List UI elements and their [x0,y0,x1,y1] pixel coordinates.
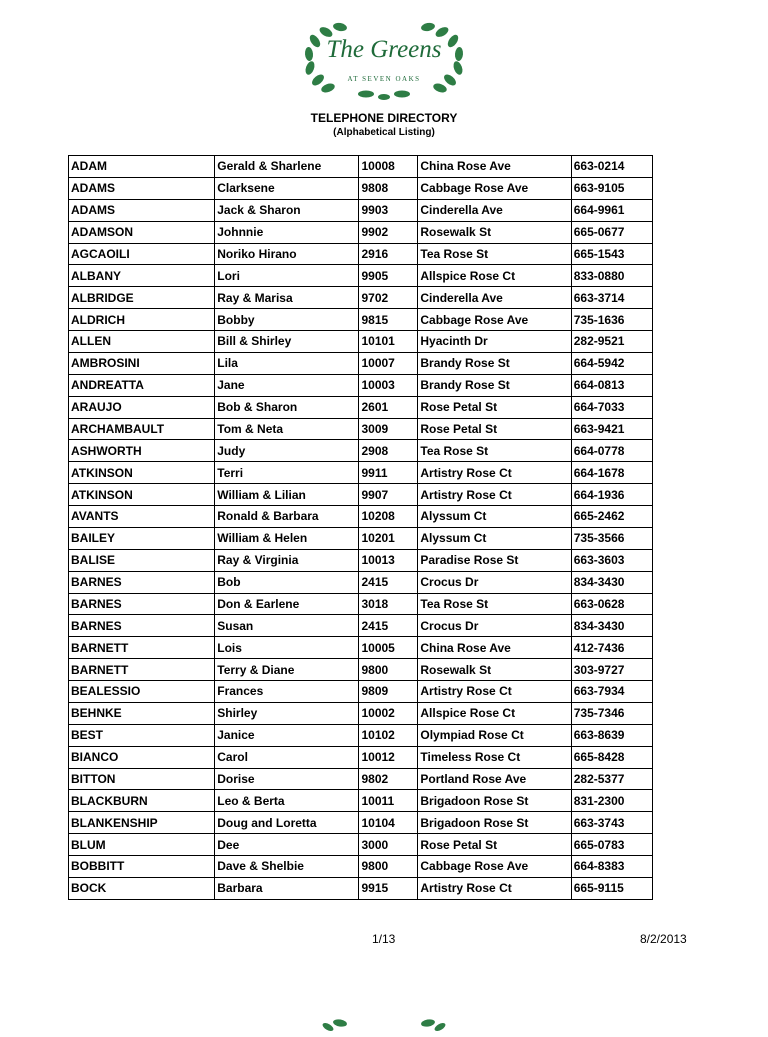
last-name-cell: ATKINSON [69,462,215,484]
table-row [69,593,653,615]
house-number-cell: 2415 [359,571,418,593]
phone-cell: 833-0880 [571,265,652,287]
house-number-cell: 10013 [359,549,418,571]
street-cell: Artistry Rose Ct [418,462,571,484]
house-number-cell: 9808 [359,177,418,199]
house-number-cell: 9903 [359,199,418,221]
table-row [69,199,653,221]
last-name-cell: BLANKENSHIP [69,812,215,834]
house-number-cell: 2916 [359,243,418,265]
last-name-cell: ADAMS [69,199,215,221]
logo-title: The Greens [326,36,442,63]
phone-cell: 303-9727 [571,659,652,681]
phone-cell: 663-0214 [571,156,652,178]
last-name-cell: ALDRICH [69,309,215,331]
phone-cell: 664-9961 [571,199,652,221]
last-name-cell: BLUM [69,834,215,856]
last-name-cell: BEHNKE [69,702,215,724]
first-name-cell: Lori [215,265,359,287]
house-number-cell: 10201 [359,527,418,549]
table-row [69,243,653,265]
street-cell: Olympiad Rose Ct [418,724,571,746]
first-name-cell: Terri [215,462,359,484]
first-name-cell: Lois [215,637,359,659]
house-number-cell: 10102 [359,724,418,746]
phone-cell: 664-0813 [571,374,652,396]
last-name-cell: BARNETT [69,637,215,659]
print-date: 8/2/2013 [640,932,687,946]
last-name-cell: ALLEN [69,331,215,353]
first-name-cell: William & Lilian [215,484,359,506]
phone-cell: 664-1678 [571,462,652,484]
table-row [69,396,653,418]
house-number-cell: 10104 [359,812,418,834]
first-name-cell: Noriko Hirano [215,243,359,265]
page-subtitle: (Alphabetical Listing) [333,127,435,138]
phone-cell: 834-3430 [571,615,652,637]
first-name-cell: Johnnie [215,221,359,243]
house-number-cell: 10208 [359,506,418,528]
first-name-cell: Jane [215,374,359,396]
last-name-cell: ANDREATTA [69,374,215,396]
street-cell: Hyacinth Dr [418,331,571,353]
first-name-cell: Terry & Diane [215,659,359,681]
street-cell: Tea Rose St [418,593,571,615]
table-row [69,352,653,374]
first-name-cell: Bill & Shirley [215,331,359,353]
table-row [69,681,653,703]
last-name-cell: ASHWORTH [69,440,215,462]
last-name-cell: ATKINSON [69,484,215,506]
phone-cell: 735-1636 [571,309,652,331]
phone-cell: 831-2300 [571,790,652,812]
first-name-cell: Judy [215,440,359,462]
last-name-cell: BARNES [69,615,215,637]
table-row [69,834,653,856]
directory-table-body [69,156,653,900]
street-cell: Allspice Rose Ct [418,702,571,724]
last-name-cell: BITTON [69,768,215,790]
last-name-cell: BALISE [69,549,215,571]
street-cell: Cinderella Ave [418,199,571,221]
street-cell: Timeless Rose Ct [418,746,571,768]
house-number-cell: 2415 [359,615,418,637]
street-cell: Cinderella Ave [418,287,571,309]
street-cell: China Rose Ave [418,156,571,178]
house-number-cell: 9915 [359,877,418,899]
street-cell: China Rose Ave [418,637,571,659]
street-cell: Cabbage Rose Ave [418,309,571,331]
last-name-cell: ALBRIDGE [69,287,215,309]
street-cell: Brandy Rose St [418,374,571,396]
table-row [69,506,653,528]
table-row [69,484,653,506]
table-row [69,877,653,899]
phone-cell: 663-9421 [571,418,652,440]
phone-cell: 663-3743 [571,812,652,834]
last-name-cell: BARNES [69,571,215,593]
first-name-cell: Dee [215,834,359,856]
table-row [69,156,653,178]
phone-cell: 282-9521 [571,331,652,353]
street-cell: Portland Rose Ave [418,768,571,790]
directory-table [68,155,653,900]
phone-cell: 663-3603 [571,549,652,571]
last-name-cell: BEALESSIO [69,681,215,703]
street-cell: Crocus Dr [418,571,571,593]
first-name-cell: Jack & Sharon [215,199,359,221]
first-name-cell: Don & Earlene [215,593,359,615]
street-cell: Allspice Rose Ct [418,265,571,287]
house-number-cell: 10007 [359,352,418,374]
first-name-cell: Leo & Berta [215,790,359,812]
last-name-cell: ADAMSON [69,221,215,243]
table-row [69,331,653,353]
table-row [69,265,653,287]
street-cell: Rosewalk St [418,221,571,243]
last-name-cell: ADAM [69,156,215,178]
last-name-cell: ARCHAMBAULT [69,418,215,440]
first-name-cell: Dorise [215,768,359,790]
house-number-cell: 3018 [359,593,418,615]
phone-cell: 664-0778 [571,440,652,462]
house-number-cell: 10003 [359,374,418,396]
last-name-cell: BLACKBURN [69,790,215,812]
street-cell: Artistry Rose Ct [418,877,571,899]
house-number-cell: 3000 [359,834,418,856]
house-number-cell: 2601 [359,396,418,418]
first-name-cell: Janice [215,724,359,746]
first-name-cell: Dave & Shelbie [215,856,359,878]
table-row [69,637,653,659]
house-number-cell: 10002 [359,702,418,724]
house-number-cell: 9911 [359,462,418,484]
house-number-cell: 10012 [359,746,418,768]
table-row [69,374,653,396]
table-row [69,812,653,834]
street-cell: Brigadoon Rose St [418,790,571,812]
street-cell: Rose Petal St [418,418,571,440]
last-name-cell: BOBBITT [69,856,215,878]
first-name-cell: Ray & Marisa [215,287,359,309]
table-row [69,418,653,440]
first-name-cell: Bob [215,571,359,593]
street-cell: Tea Rose St [418,440,571,462]
table-row [69,177,653,199]
first-name-cell: William & Helen [215,527,359,549]
table-row [69,462,653,484]
last-name-cell: AVANTS [69,506,215,528]
house-number-cell: 9800 [359,856,418,878]
table-row [69,659,653,681]
first-name-cell: Tom & Neta [215,418,359,440]
phone-cell: 282-5377 [571,768,652,790]
last-name-cell: AGCAOILI [69,243,215,265]
last-name-cell: BIANCO [69,746,215,768]
table-row [69,790,653,812]
first-name-cell: Ray & Virginia [215,549,359,571]
first-name-cell: Frances [215,681,359,703]
street-cell: Paradise Rose St [418,549,571,571]
phone-cell: 735-3566 [571,527,652,549]
first-name-cell: Shirley [215,702,359,724]
phone-cell: 735-7346 [571,702,652,724]
house-number-cell: 10008 [359,156,418,178]
first-name-cell: Susan [215,615,359,637]
table-row [69,527,653,549]
phone-cell: 665-8428 [571,746,652,768]
last-name-cell: BARNES [69,593,215,615]
last-name-cell: AMBROSINI [69,352,215,374]
phone-cell: 412-7436 [571,637,652,659]
first-name-cell: Lila [215,352,359,374]
first-name-cell: Barbara [215,877,359,899]
street-cell: Rosewalk St [418,659,571,681]
street-cell: Cabbage Rose Ave [418,177,571,199]
first-name-cell: Gerald & Sharlene [215,156,359,178]
street-cell: Artistry Rose Ct [418,681,571,703]
street-cell: Artistry Rose Ct [418,484,571,506]
table-row [69,571,653,593]
table-row [69,768,653,790]
house-number-cell: 9905 [359,265,418,287]
street-cell: Cabbage Rose Ave [418,856,571,878]
page-title: TELEPHONE DIRECTORY [310,111,458,125]
first-name-cell: Ronald & Barbara [215,506,359,528]
street-cell: Rose Petal St [418,396,571,418]
house-number-cell: 9702 [359,287,418,309]
phone-cell: 665-0783 [571,834,652,856]
house-number-cell: 9815 [359,309,418,331]
first-name-cell: Bobby [215,309,359,331]
house-number-cell: 9902 [359,221,418,243]
page-number: 1/13 [372,932,396,946]
table-row [69,440,653,462]
phone-cell: 663-8639 [571,724,652,746]
table-row [69,309,653,331]
phone-cell: 664-5942 [571,352,652,374]
table-row [69,221,653,243]
phone-cell: 665-1543 [571,243,652,265]
house-number-cell: 9802 [359,768,418,790]
table-row [69,702,653,724]
house-number-cell: 10101 [359,331,418,353]
table-row [69,287,653,309]
house-number-cell: 2908 [359,440,418,462]
last-name-cell: ARAUJO [69,396,215,418]
street-cell: Brigadoon Rose St [418,812,571,834]
first-name-cell: Bob & Sharon [215,396,359,418]
house-number-cell: 10005 [359,637,418,659]
table-row [69,856,653,878]
phone-cell: 663-9105 [571,177,652,199]
house-number-cell: 3009 [359,418,418,440]
house-number-cell: 9809 [359,681,418,703]
phone-cell: 665-0677 [571,221,652,243]
phone-cell: 834-3430 [571,571,652,593]
first-name-cell: Carol [215,746,359,768]
phone-cell: 664-7033 [571,396,652,418]
street-cell: Alyssum Ct [418,527,571,549]
last-name-cell: ADAMS [69,177,215,199]
street-cell: Alyssum Ct [418,506,571,528]
phone-cell: 663-0628 [571,593,652,615]
table-row [69,724,653,746]
next-page-logo [300,1012,468,1032]
first-name-cell: Doug and Loretta [215,812,359,834]
last-name-cell: BEST [69,724,215,746]
phone-cell: 665-2462 [571,506,652,528]
house-number-cell: 10011 [359,790,418,812]
last-name-cell: BAILEY [69,527,215,549]
house-number-cell: 9907 [359,484,418,506]
street-cell: Crocus Dr [418,615,571,637]
house-number-cell: 9800 [359,659,418,681]
table-row [69,615,653,637]
last-name-cell: BARNETT [69,659,215,681]
laurel-wreath-icon [300,1012,468,1032]
logo [300,22,468,102]
last-name-cell: ALBANY [69,265,215,287]
logo-subtitle: AT SEVEN OAKS [347,75,421,83]
street-cell: Rose Petal St [418,834,571,856]
phone-cell: 663-3714 [571,287,652,309]
phone-cell: 663-7934 [571,681,652,703]
phone-cell: 665-9115 [571,877,652,899]
street-cell: Tea Rose St [418,243,571,265]
table-row [69,549,653,571]
street-cell: Brandy Rose St [418,352,571,374]
last-name-cell: BOCK [69,877,215,899]
first-name-cell: Clarksene [215,177,359,199]
table-row [69,746,653,768]
phone-cell: 664-8383 [571,856,652,878]
phone-cell: 664-1936 [571,484,652,506]
